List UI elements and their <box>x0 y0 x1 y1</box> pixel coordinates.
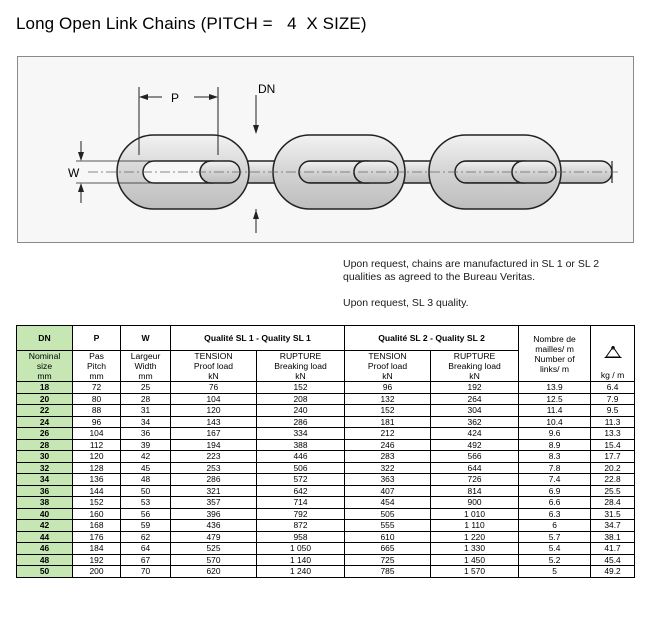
cell-w: 36 <box>121 428 171 440</box>
cell-sl1-breaking: 792 <box>257 508 345 520</box>
cell-p: 80 <box>73 393 121 405</box>
cell-p: 144 <box>73 485 121 497</box>
header-links-per-metre: Nombre de mailles/ m Number of links/ m <box>519 326 591 382</box>
cell-weight: 34.7 <box>591 520 635 532</box>
table-row <box>17 543 635 555</box>
cell-links: 6.6 <box>519 497 591 509</box>
cell-sl2-proof: 322 <box>345 462 431 474</box>
cell-p: 104 <box>73 428 121 440</box>
cell-sl2-proof: 555 <box>345 520 431 532</box>
cell-sl1-proof: 321 <box>171 485 257 497</box>
cell-sl2-proof: 363 <box>345 474 431 486</box>
cell-weight: 6.4 <box>591 382 635 394</box>
table-row <box>17 485 635 497</box>
cell-p: 72 <box>73 382 121 394</box>
cell-links: 7.4 <box>519 474 591 486</box>
cell-weight: 22.8 <box>591 474 635 486</box>
cell-sl2-proof: 454 <box>345 497 431 509</box>
cell-p: 160 <box>73 508 121 520</box>
weight-icon <box>604 346 622 360</box>
cell-sl1-breaking: 642 <box>257 485 345 497</box>
cell-sl1-breaking: 1 140 <box>257 554 345 566</box>
cell-links: 9.6 <box>519 428 591 440</box>
cell-dn: 26 <box>17 428 73 440</box>
cell-dn: 42 <box>17 520 73 532</box>
header-weight: kg / m <box>591 326 635 382</box>
note-sl1-sl2: Upon request, chains are manufactured in SL 1 or SL 2 qualities as agreed to the Bureau Veritas. <box>343 258 600 283</box>
cell-p: 152 <box>73 497 121 509</box>
cell-sl1-proof: 120 <box>171 405 257 417</box>
cell-w: 39 <box>121 439 171 451</box>
cell-sl1-proof: 286 <box>171 474 257 486</box>
cell-p: 120 <box>73 451 121 463</box>
table-row <box>17 462 635 474</box>
cell-dn: 44 <box>17 531 73 543</box>
cell-sl2-breaking: 814 <box>431 485 519 497</box>
cell-w: 56 <box>121 508 171 520</box>
cell-weight: 38.1 <box>591 531 635 543</box>
header-sl2-breaking: RUPTURE Breaking load kN <box>431 351 519 382</box>
cell-sl1-breaking: 506 <box>257 462 345 474</box>
cell-links: 8.9 <box>519 439 591 451</box>
header-sl2-proof: TENSION Proof load kN <box>345 351 431 382</box>
cell-sl1-proof: 253 <box>171 462 257 474</box>
cell-p: 184 <box>73 543 121 555</box>
chain-diagram <box>17 56 634 243</box>
cell-sl2-breaking: 1 330 <box>431 543 519 555</box>
cell-sl1-breaking: 240 <box>257 405 345 417</box>
cell-w: 70 <box>121 566 171 578</box>
cell-w: 50 <box>121 485 171 497</box>
cell-dn: 38 <box>17 497 73 509</box>
cell-sl2-breaking: 1 220 <box>431 531 519 543</box>
cell-sl1-proof: 479 <box>171 531 257 543</box>
cell-sl1-breaking: 286 <box>257 416 345 428</box>
cell-sl2-breaking: 492 <box>431 439 519 451</box>
cell-p: 88 <box>73 405 121 417</box>
cell-links: 10.4 <box>519 416 591 428</box>
cell-sl2-breaking: 566 <box>431 451 519 463</box>
cell-sl1-proof: 194 <box>171 439 257 451</box>
cell-p: 176 <box>73 531 121 543</box>
cell-weight: 49.2 <box>591 566 635 578</box>
cell-links: 7.8 <box>519 462 591 474</box>
cell-w: 25 <box>121 382 171 394</box>
cell-sl1-proof: 620 <box>171 566 257 578</box>
cell-sl2-proof: 610 <box>345 531 431 543</box>
cell-sl1-breaking: 714 <box>257 497 345 509</box>
cell-dn: 40 <box>17 508 73 520</box>
cell-sl2-proof: 505 <box>345 508 431 520</box>
chain-drawing <box>18 57 635 244</box>
cell-sl2-breaking: 362 <box>431 416 519 428</box>
header-dn-code: DN <box>17 326 73 351</box>
table-row <box>17 451 635 463</box>
cell-links: 11.4 <box>519 405 591 417</box>
cell-sl2-breaking: 1 570 <box>431 566 519 578</box>
cell-sl2-breaking: 1 450 <box>431 554 519 566</box>
cell-sl1-breaking: 872 <box>257 520 345 532</box>
cell-weight: 9.5 <box>591 405 635 417</box>
cell-dn: 46 <box>17 543 73 555</box>
cell-dn: 20 <box>17 393 73 405</box>
cell-sl2-proof: 725 <box>345 554 431 566</box>
diameter-label: DN <box>258 82 276 96</box>
cell-weight: 45.4 <box>591 554 635 566</box>
cell-sl1-breaking: 572 <box>257 474 345 486</box>
cell-sl2-proof: 132 <box>345 393 431 405</box>
cell-weight: 13.3 <box>591 428 635 440</box>
chain-spec-table <box>16 325 635 578</box>
cell-sl2-proof: 96 <box>345 382 431 394</box>
cell-weight: 28.4 <box>591 497 635 509</box>
cell-sl1-breaking: 334 <box>257 428 345 440</box>
cell-w: 42 <box>121 451 171 463</box>
cell-sl1-proof: 104 <box>171 393 257 405</box>
cell-dn: 24 <box>17 416 73 428</box>
cell-w: 28 <box>121 393 171 405</box>
table-row <box>17 508 635 520</box>
cell-weight: 25.5 <box>591 485 635 497</box>
cell-sl2-proof: 212 <box>345 428 431 440</box>
pitch-label: P <box>171 91 180 105</box>
header-sl1-proof: TENSION Proof load kN <box>171 351 257 382</box>
cell-weight: 7.9 <box>591 393 635 405</box>
cell-w: 48 <box>121 474 171 486</box>
cell-sl1-breaking: 1 050 <box>257 543 345 555</box>
header-sl2-title: Qualité SL 2 - Quality SL 2 <box>345 326 519 351</box>
cell-p: 136 <box>73 474 121 486</box>
cell-sl1-proof: 223 <box>171 451 257 463</box>
cell-p: 200 <box>73 566 121 578</box>
cell-sl2-proof: 785 <box>345 566 431 578</box>
table-row <box>17 554 635 566</box>
table-row <box>17 428 635 440</box>
cell-sl1-proof: 357 <box>171 497 257 509</box>
cell-p: 112 <box>73 439 121 451</box>
cell-sl1-breaking: 1 240 <box>257 566 345 578</box>
cell-dn: 30 <box>17 451 73 463</box>
cell-dn: 28 <box>17 439 73 451</box>
cell-weight: 31.5 <box>591 508 635 520</box>
cell-dn: 22 <box>17 405 73 417</box>
cell-sl1-proof: 167 <box>171 428 257 440</box>
cell-sl2-proof: 181 <box>345 416 431 428</box>
cell-links: 8.3 <box>519 451 591 463</box>
note-sl3: Upon request, SL 3 quality. <box>343 297 469 309</box>
cell-w: 59 <box>121 520 171 532</box>
cell-p: 192 <box>73 554 121 566</box>
cell-sl1-proof: 143 <box>171 416 257 428</box>
cell-w: 53 <box>121 497 171 509</box>
cell-sl2-breaking: 264 <box>431 393 519 405</box>
cell-sl2-breaking: 1 010 <box>431 508 519 520</box>
cell-links: 13.9 <box>519 382 591 394</box>
cell-weight: 17.7 <box>591 451 635 463</box>
table-row <box>17 405 635 417</box>
cell-sl2-breaking: 1 110 <box>431 520 519 532</box>
cell-sl1-proof: 436 <box>171 520 257 532</box>
cell-weight: 11.3 <box>591 416 635 428</box>
header-w-code: W <box>121 326 171 351</box>
cell-sl2-breaking: 900 <box>431 497 519 509</box>
cell-dn: 18 <box>17 382 73 394</box>
cell-weight: 41.7 <box>591 543 635 555</box>
cell-dn: 34 <box>17 474 73 486</box>
cell-links: 5.7 <box>519 531 591 543</box>
cell-links: 5.2 <box>519 554 591 566</box>
table-row <box>17 416 635 428</box>
cell-w: 34 <box>121 416 171 428</box>
cell-sl1-proof: 525 <box>171 543 257 555</box>
table-row <box>17 531 635 543</box>
cell-sl2-breaking: 644 <box>431 462 519 474</box>
cell-w: 67 <box>121 554 171 566</box>
cell-sl2-breaking: 192 <box>431 382 519 394</box>
table-row <box>17 393 635 405</box>
cell-sl2-proof: 283 <box>345 451 431 463</box>
table-row <box>17 382 635 394</box>
table-row <box>17 497 635 509</box>
cell-links: 6.3 <box>519 508 591 520</box>
header-p-code: P <box>73 326 121 351</box>
cell-sl1-proof: 396 <box>171 508 257 520</box>
cell-dn: 32 <box>17 462 73 474</box>
table-row <box>17 520 635 532</box>
cell-sl1-breaking: 208 <box>257 393 345 405</box>
table-body <box>17 382 635 578</box>
table-row <box>17 474 635 486</box>
page-title: Long Open Link Chains (PITCH = 4 X SIZE) <box>16 14 367 33</box>
cell-weight: 15.4 <box>591 439 635 451</box>
cell-sl1-breaking: 958 <box>257 531 345 543</box>
cell-links: 12.5 <box>519 393 591 405</box>
cell-links: 6 <box>519 520 591 532</box>
cell-p: 128 <box>73 462 121 474</box>
header-dn-desc: Nominal size mm <box>17 351 73 382</box>
header-sl1-breaking: RUPTURE Breaking load kN <box>257 351 345 382</box>
cell-links: 5 <box>519 566 591 578</box>
cell-w: 62 <box>121 531 171 543</box>
cell-sl2-proof: 246 <box>345 439 431 451</box>
table-row <box>17 566 635 578</box>
header-p-desc: Pas Pitch mm <box>73 351 121 382</box>
cell-sl2-breaking: 304 <box>431 405 519 417</box>
width-label: W <box>68 166 80 180</box>
cell-p: 168 <box>73 520 121 532</box>
cell-dn: 36 <box>17 485 73 497</box>
cell-dn: 50 <box>17 566 73 578</box>
cell-p: 96 <box>73 416 121 428</box>
header-sl1-title: Qualité SL 1 - Quality SL 1 <box>171 326 345 351</box>
cell-sl1-proof: 570 <box>171 554 257 566</box>
cell-sl2-breaking: 424 <box>431 428 519 440</box>
cell-links: 6.9 <box>519 485 591 497</box>
cell-sl1-breaking: 446 <box>257 451 345 463</box>
cell-sl2-proof: 407 <box>345 485 431 497</box>
cell-sl1-breaking: 152 <box>257 382 345 394</box>
cell-dn: 48 <box>17 554 73 566</box>
cell-w: 45 <box>121 462 171 474</box>
cell-sl1-proof: 76 <box>171 382 257 394</box>
cell-w: 31 <box>121 405 171 417</box>
cell-w: 64 <box>121 543 171 555</box>
cell-sl1-breaking: 388 <box>257 439 345 451</box>
table-row <box>17 439 635 451</box>
cell-sl2-breaking: 726 <box>431 474 519 486</box>
cell-weight: 20.2 <box>591 462 635 474</box>
cell-links: 5.4 <box>519 543 591 555</box>
header-w-desc: Largeur Width mm <box>121 351 171 382</box>
cell-sl2-proof: 152 <box>345 405 431 417</box>
cell-sl2-proof: 665 <box>345 543 431 555</box>
notes <box>343 258 638 310</box>
